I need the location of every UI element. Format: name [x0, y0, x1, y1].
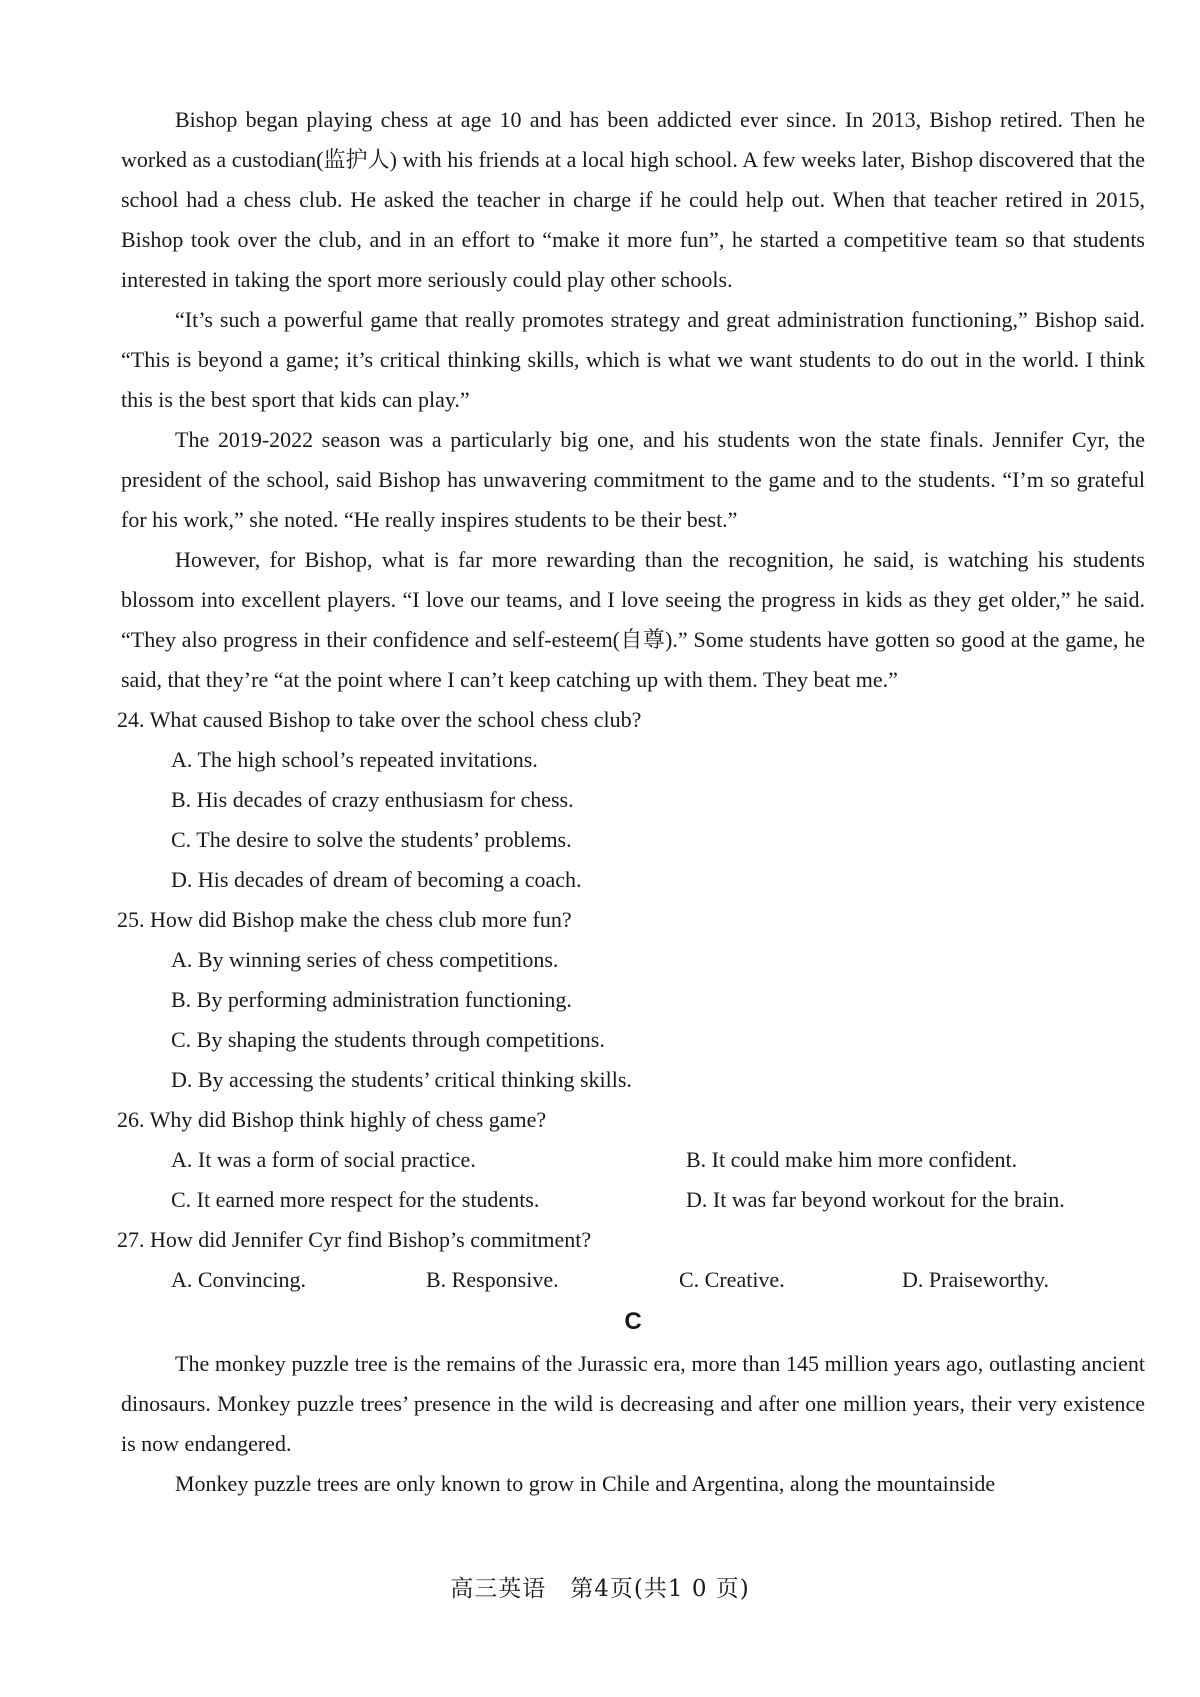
option-a: A. The high school’s repeated invitations.	[171, 747, 538, 772]
option-row	[121, 1260, 1145, 1300]
question-stem: 26. Why did Bishop think highly of chess game?	[117, 1107, 547, 1132]
option-d: D. By accessing the students’ critical thinking skills.	[171, 1067, 632, 1092]
passage-c-paragraph-1: The monkey puzzle tree is the remains of the Jurassic era, more than 145 million years ago, outlasting ancient dinosaurs. Monkey puzzle trees’ presence in the wild is decreasing and after one million years, their very existence is now endangered.	[121, 1351, 1145, 1456]
option-b: B. By performing administration functioning.	[171, 987, 572, 1012]
option-d: D. It was far beyond workout for the brain.	[686, 1187, 1065, 1212]
option-row-ab	[121, 1140, 1145, 1180]
option-a: A. It was a form of social practice.	[171, 1147, 476, 1172]
passage-b-paragraph-4: However, for Bishop, what is far more rewarding than the recognition, he said, is watching his students blossom into excellent players. “I love our teams, and I love seeing the progress in kids as they get older,” he said. “They also progress in their confidence and self-esteem(自尊).” Some students have gotten so good at the game, he said, that they’re “at the point where I can’t keep catching up with them. They beat me.”	[121, 547, 1145, 692]
question-26	[117, 1100, 1145, 1220]
question-stem: 24. What caused Bishop to take over the school chess club?	[117, 707, 642, 732]
option-b: B. His decades of crazy enthusiasm for chess.	[171, 787, 574, 812]
option-c: C. By shaping the students through competitions.	[171, 1027, 605, 1052]
option-d: D. His decades of dream of becoming a coach.	[171, 867, 582, 892]
question-24	[117, 700, 1145, 900]
question-25	[117, 900, 1145, 1100]
option-a: A. Convincing.	[171, 1267, 307, 1292]
option-c: C. Creative.	[679, 1267, 785, 1292]
question-27	[117, 1220, 1145, 1300]
passage-c-paragraph-2: Monkey puzzle trees are only known to grow in Chile and Argentina, along the mountainside	[175, 1471, 996, 1496]
section-heading-c: C	[624, 1308, 642, 1335]
option-d: D. Praiseworthy.	[902, 1267, 1050, 1292]
passage-b-paragraph-3: The 2019-2022 season was a particularly big one, and his students won the state finals. Jennifer Cyr, the president of the school, said Bishop has unwavering commitment to the game and to the students. “I’m so grateful for his work,” she noted. “He really inspires students to be their best.”	[121, 427, 1145, 532]
option-a: A. By winning series of chess competitions.	[171, 947, 559, 972]
question-stem: 27. How did Jennifer Cyr find Bishop’s commitment?	[117, 1227, 592, 1252]
option-b: B. Responsive.	[426, 1267, 559, 1292]
page-footer: 高三英语 第4页(共1 0 页)	[450, 1576, 750, 1602]
option-b: B. It could make him more confident.	[686, 1147, 1018, 1172]
passage-b-paragraph-1: Bishop began playing chess at age 10 and has been addicted ever since. In 2013, Bishop retired. Then he worked as a custodian(监护人) with his friends at a local high school. A few weeks later, Bishop discovered that the school had a chess club. He asked the teacher in charge if he could help out. When that teacher retired in 2015, Bishop took over the club, and in an effort to “make it more fun”, he started a competitive team so that students interested in taking the sport more seriously could play other schools.	[121, 107, 1145, 292]
option-c: C. The desire to solve the students’ problems.	[171, 827, 572, 852]
passage-b-paragraph-2: “It’s such a powerful game that really promotes strategy and great administration functioning,” Bishop said. “This is beyond a game; it’s critical thinking skills, which is what we want students to do out in the world. I think this is the best sport that kids can play.”	[121, 307, 1145, 412]
question-stem: 25. How did Bishop make the chess club more fun?	[117, 907, 572, 932]
page-content	[117, 100, 1145, 1504]
option-c: C. It earned more respect for the students.	[171, 1187, 540, 1212]
option-row-cd	[121, 1180, 1145, 1220]
